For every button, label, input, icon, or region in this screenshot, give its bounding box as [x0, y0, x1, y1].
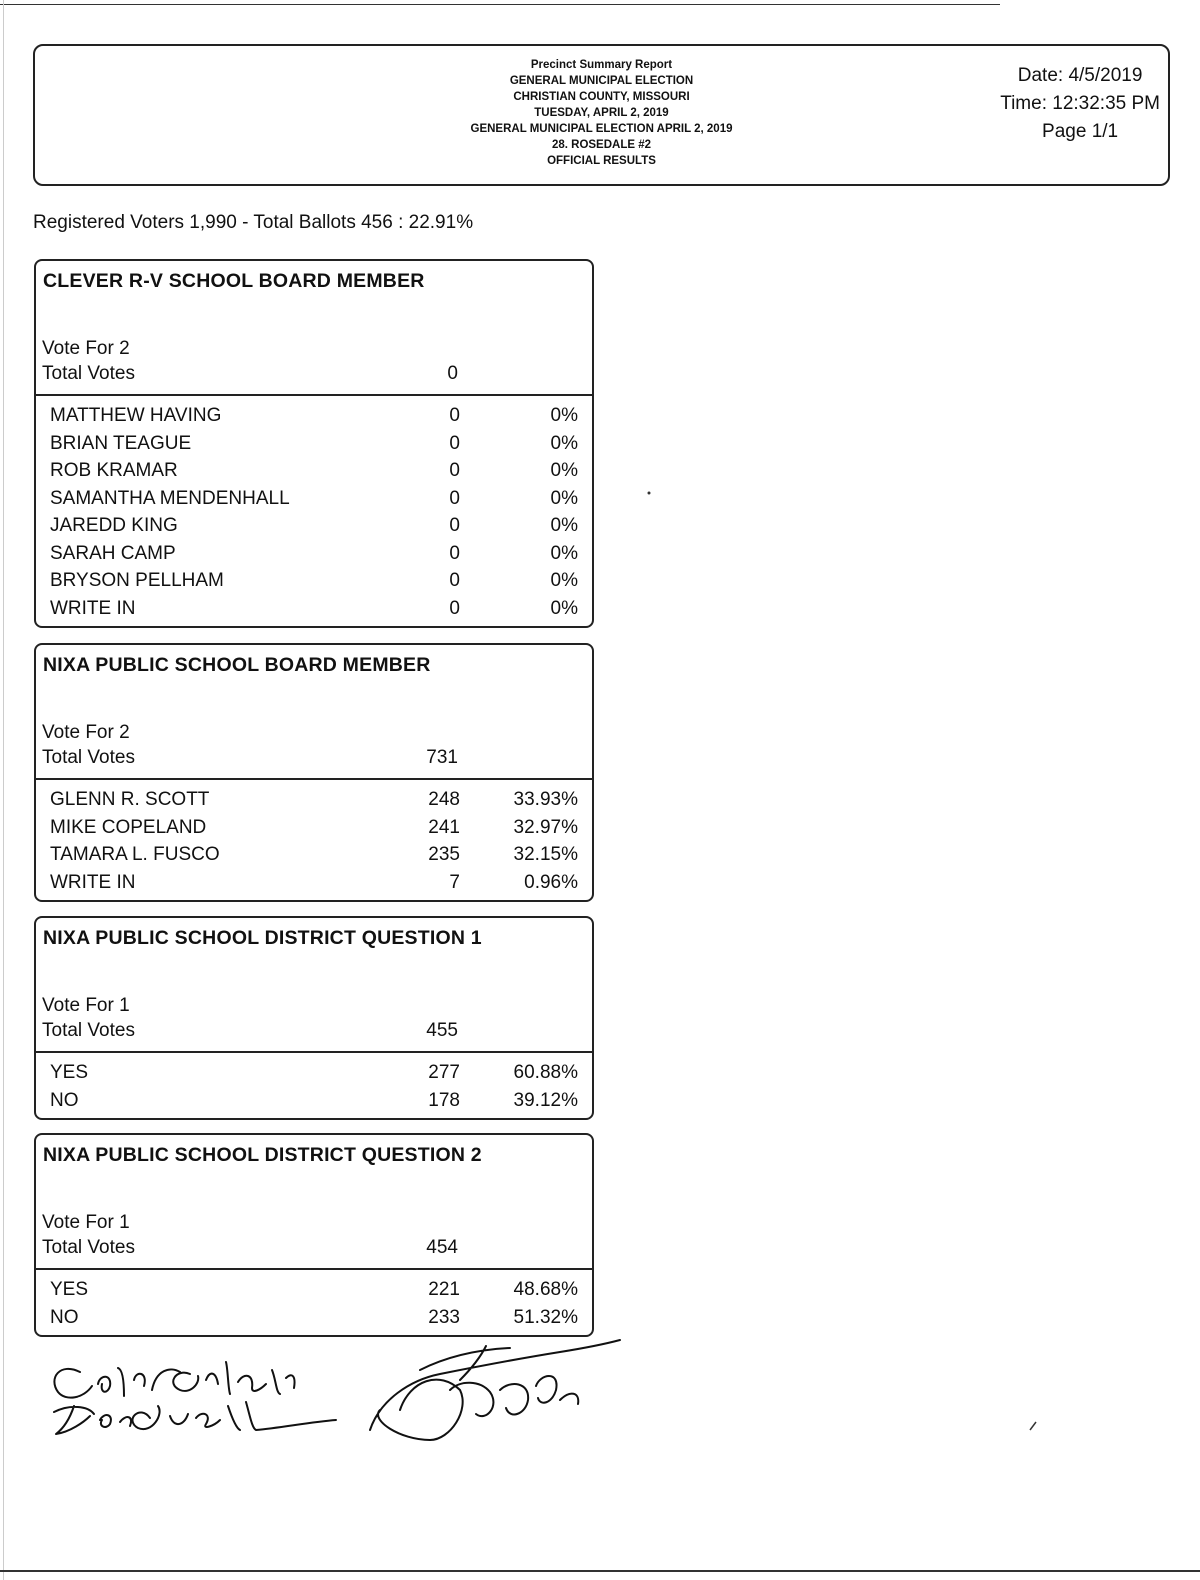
total-votes-value: 455 [426, 1020, 458, 1041]
contest-header [36, 1135, 592, 1270]
signature-3 [370, 1340, 620, 1440]
candidate-row [36, 540, 592, 568]
contest-title: NIXA PUBLIC SCHOOL DISTRICT QUESTION 1 [43, 927, 482, 949]
choice-row [36, 1087, 592, 1115]
report-date: Date: 4/5/2019 [1017, 65, 1143, 86]
contest-box [34, 259, 594, 628]
candidate-row [36, 457, 592, 485]
candidate-percent: 0% [550, 432, 578, 454]
candidate-percent: 0% [550, 487, 578, 509]
total-votes-value: 0 [447, 363, 458, 384]
choice-votes: 277 [428, 1062, 460, 1083]
choice-row [36, 1059, 592, 1087]
candidate-name: MATTHEW HAVING [50, 405, 222, 426]
candidate-name: BRYSON PELLHAM [50, 570, 224, 591]
candidate-percent: 0% [550, 460, 578, 481]
contest-header [36, 645, 592, 780]
contest-box [34, 1133, 594, 1337]
candidate-name: BRIAN TEAGUE [50, 432, 192, 454]
candidate-percent: 33.93% [513, 789, 578, 810]
results-status: OFFICIAL RESULTS [547, 155, 656, 167]
candidate-row [36, 841, 592, 869]
turnout-summary: Registered Voters 1,990 - Total Ballots 456 : 22.91% [33, 212, 474, 233]
vote-for: Vote For 1 [42, 1212, 130, 1233]
candidate-name: WRITE IN [50, 871, 136, 893]
total-votes-label: Total Votes [42, 1020, 135, 1041]
candidate-row [36, 402, 592, 430]
candidate-votes: 0 [449, 487, 460, 509]
candidate-percent: 0% [550, 542, 578, 564]
total-votes-label: Total Votes [42, 747, 135, 768]
choice-votes: 233 [428, 1306, 460, 1328]
candidate-percent: 0% [550, 597, 578, 619]
candidate-row [36, 567, 592, 595]
candidate-row [36, 814, 592, 842]
choice-percent: 48.68% [513, 1279, 578, 1300]
contest-box [34, 916, 594, 1120]
candidate-percent: 32.15% [513, 844, 578, 865]
report-title: Precinct Summary Report [530, 59, 673, 71]
total-votes-value: 731 [426, 747, 458, 768]
candidate-list [36, 396, 592, 626]
candidate-name: GLENN R. SCOTT [50, 789, 210, 810]
candidate-votes: 241 [428, 816, 460, 838]
vote-for: Vote For 2 [42, 722, 130, 743]
vote-for: Vote For 1 [42, 995, 130, 1016]
election-date: TUESDAY, APRIL 2, 2019 [534, 107, 669, 119]
candidate-percent: 0% [550, 405, 578, 426]
candidate-name: SAMANTHA MENDENHALL [50, 487, 290, 509]
report-meta [1000, 62, 1160, 146]
contest-header [36, 261, 592, 396]
contest-title: NIXA PUBLIC SCHOOL DISTRICT QUESTION 2 [43, 1144, 482, 1166]
report-title-block [35, 57, 1168, 169]
choice-name: YES [50, 1062, 89, 1083]
choice-name: NO [50, 1306, 79, 1328]
precinct-name: 28. ROSEDALE #2 [551, 139, 652, 151]
candidate-votes: 235 [428, 844, 460, 865]
candidate-name: ROB KRAMAR [50, 460, 178, 481]
candidate-row [36, 595, 592, 623]
candidate-list [36, 780, 592, 900]
candidate-percent: 0.96% [524, 871, 578, 893]
scan-mark [1028, 1420, 1038, 1432]
report-header [33, 44, 1170, 186]
total-votes-label: Total Votes [42, 1237, 135, 1258]
scan-edge-top [0, 4, 1000, 5]
signature-1 [54, 1362, 294, 1398]
candidate-row [36, 485, 592, 513]
handwritten-signatures [40, 1310, 640, 1470]
candidate-votes: 0 [449, 542, 460, 564]
scan-edge-bottom [0, 1570, 1200, 1572]
election-full-name: GENERAL MUNICIPAL ELECTION APRIL 2, 2019 [470, 123, 733, 135]
candidate-row [36, 786, 592, 814]
candidate-votes: 0 [449, 570, 460, 591]
candidate-percent: 32.97% [513, 816, 578, 838]
total-votes-label: Total Votes [42, 363, 135, 384]
scan-edge-left [3, 0, 4, 1580]
choice-name: NO [50, 1089, 79, 1111]
candidate-row [36, 512, 592, 540]
choice-votes: 178 [428, 1089, 460, 1111]
candidate-row [36, 430, 592, 458]
candidate-votes: 0 [449, 597, 460, 619]
report-time: Time: 12:32:35 PM [1000, 93, 1160, 114]
candidate-name: MIKE COPELAND [50, 816, 207, 838]
choice-percent: 60.88% [513, 1062, 578, 1083]
candidate-percent: 0% [550, 515, 578, 536]
candidate-votes: 0 [449, 432, 460, 454]
candidate-row [36, 869, 592, 897]
candidate-name: WRITE IN [50, 597, 136, 619]
choice-list [36, 1053, 592, 1118]
election-name: GENERAL MUNICIPAL ELECTION [509, 75, 694, 87]
total-votes-value: 454 [426, 1237, 458, 1258]
choice-percent: 51.32% [513, 1306, 578, 1328]
candidate-name: JAREDD KING [50, 515, 178, 536]
signature-2 [54, 1402, 336, 1434]
contest-title: NIXA PUBLIC SCHOOL BOARD MEMBER [43, 654, 431, 676]
contest-title: CLEVER R-V SCHOOL BOARD MEMBER [43, 270, 425, 292]
candidate-percent: 0% [550, 570, 578, 591]
choice-row [36, 1276, 592, 1304]
candidate-name: SARAH CAMP [50, 542, 176, 564]
choice-name: YES [50, 1279, 89, 1300]
candidate-votes: 0 [449, 515, 460, 536]
choice-percent: 39.12% [513, 1089, 578, 1111]
contest-header [36, 918, 592, 1053]
jurisdiction: CHRISTIAN COUNTY, MISSOURI [513, 91, 690, 103]
candidate-votes: 0 [449, 460, 460, 481]
choice-votes: 221 [428, 1279, 460, 1300]
scan-speck [646, 490, 652, 496]
candidate-votes: 0 [449, 405, 460, 426]
candidate-name: TAMARA L. FUSCO [50, 844, 220, 865]
page-number: Page 1/1 [1042, 121, 1119, 142]
candidate-votes: 7 [449, 871, 460, 893]
vote-for: Vote For 2 [42, 338, 130, 359]
candidate-votes: 248 [428, 789, 460, 810]
contest-box [34, 643, 594, 902]
